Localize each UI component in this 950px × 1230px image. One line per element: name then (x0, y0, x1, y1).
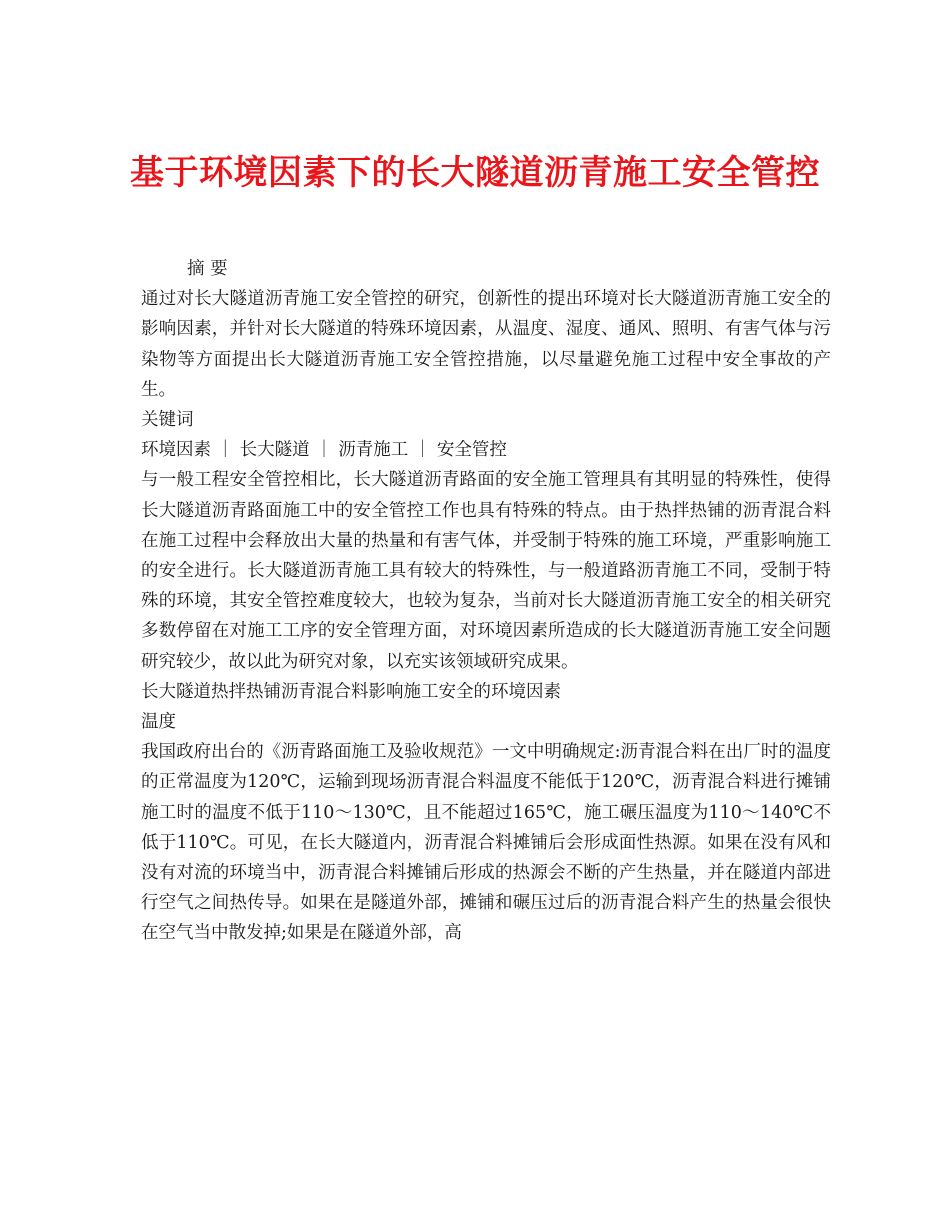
temperature-paragraph: 我国政府出台的《沥青路面施工及验收规范》一文中明确规定:沥青混合料在出厂时的温度的正常温度为120℃，运输到现场沥青混合料温度不能低于120℃，沥青混合料进行摊铺施工时的温度不低于110～130℃，且不能超过165℃，施工碾压温度为110～140℃不低于110℃。可见，在长大隧道内，沥青混合料摊铺后会形成面性热源。如果在没有风和没有对流的环境当中，沥青混合料摊铺后形成的热源会不断的产生热量，并在隧道内部进行空气之间热传导。如果在是隧道外部，摊铺和碾压过后的沥青混合料产生的热量会很快在空气当中散发掉;如果是在隧道外部，高 (141, 742, 831, 944)
section-heading: 长大隧道热拌热铺沥青混合料影响施工安全的环境因素 (141, 681, 561, 702)
document-title: 基于环境因素下的长大隧道沥青施工安全管控 (130, 152, 820, 193)
abstract-paragraph: 通过对长大隧道沥青施工安全管控的研究，创新性的提出环境对长大隧道沥青施工安全的影响因素，并针对长大隧道的特殊环境因素，从温度、湿度、通风、照明、有害气体与污染物等方面提出长大隧道沥青施工安全管控措施，以尽量避免施工过程中安全事故的产生。 (141, 289, 831, 400)
subsection-heading: 温度 (141, 712, 176, 733)
keywords-label: 关键词 (141, 410, 194, 431)
intro-paragraph: 与一般工程安全管控相比，长大隧道沥青路面的安全施工管理具有其明显的特殊性，使得长大隧道沥青路面施工中的安全管控工作也具有特殊的特点。由于热拌热铺的沥青混合料在施工过程中会释放出大量的热量和有害气体，并受制于特殊的施工环境，严重影响施工的安全进行。长大隧道沥青施工具有较大的特殊性，与一般道路沥青施工不同，受制于特殊的环境，其安全管控难度较大，也较为复杂，当前对长大隧道沥青施工安全的相关研究多数停留在对施工工序的安全管理方面，对环境因素所造成的长大隧道沥青施工安全问题研究较少，故以此为研究对象，以充实该领域研究成果。 (141, 470, 831, 672)
document-body (141, 254, 831, 949)
abstract-label: 摘 要 (187, 259, 228, 279)
keywords-list: 环境因素 ｜ 长大隧道 ｜ 沥青施工 ｜ 安全管控 (141, 440, 507, 461)
